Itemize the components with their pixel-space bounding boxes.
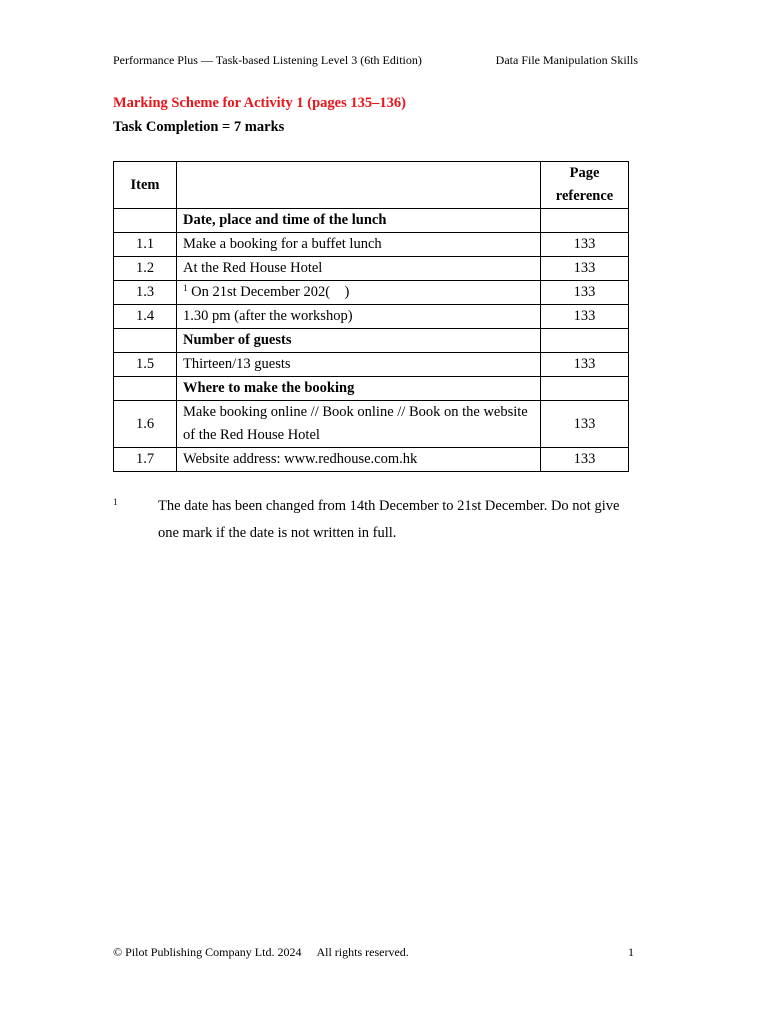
item-number: 1.1 — [114, 233, 177, 257]
answer-text: Thirteen/13 guests — [177, 353, 541, 377]
header-section-title: Data File Manipulation Skills — [495, 53, 638, 67]
page-reference: 133 — [541, 233, 629, 257]
page-reference: 133 — [541, 257, 629, 281]
page-reference: 133 — [541, 353, 629, 377]
answer-text-with-note — [177, 281, 541, 305]
copyright-text: © Pilot Publishing Company Ltd. 2024 — [113, 945, 302, 959]
table-row — [114, 281, 629, 305]
footnote-ref: 1 — [183, 283, 188, 293]
header-item: Item — [114, 162, 177, 209]
footnote-text: The date has been changed from 14th December to 21st December. Do not give one mark if the date is not written in full. — [158, 498, 620, 541]
answer-text: Website address: www.redhouse.com.hk — [177, 448, 541, 472]
table-row — [114, 233, 629, 257]
answer-text: Make a booking for a buffet lunch — [177, 233, 541, 257]
item-number: 1.2 — [114, 257, 177, 281]
page-reference: 133 — [541, 448, 629, 472]
page-reference: 133 — [541, 305, 629, 329]
section-heading: Date, place and time of the lunch — [177, 209, 541, 233]
answer-text: 1.30 pm (after the workshop) — [177, 305, 541, 329]
item-number: 1.3 — [114, 281, 177, 305]
answer-text: At the Red House Hotel — [177, 257, 541, 281]
item-number: 1.5 — [114, 353, 177, 377]
page-reference: 133 — [541, 401, 629, 448]
rights-text: All rights reserved. — [316, 945, 409, 959]
table-row — [114, 401, 629, 448]
page-reference: 133 — [541, 281, 629, 305]
header-blank — [177, 162, 541, 209]
page-header — [113, 53, 638, 68]
item-number: 1.4 — [114, 305, 177, 329]
header-page-reference — [541, 162, 629, 209]
section-heading: Where to make the booking — [177, 377, 541, 401]
item-number: 1.6 — [114, 401, 177, 448]
table-row — [114, 257, 629, 281]
page-subtitle: Task Completion = 7 marks — [113, 119, 285, 135]
section-heading: Number of guests — [177, 329, 541, 353]
header-book-title: Performance Plus — Task-based Listening Level 3 (6th Edition) — [113, 53, 422, 67]
header-page-line1: Page — [569, 165, 600, 181]
section-row — [114, 209, 629, 233]
marking-scheme-table — [113, 161, 629, 472]
answer-text: On 21st December 202( ) — [187, 284, 350, 300]
item-number: 1.7 — [114, 448, 177, 472]
section-row — [114, 329, 629, 353]
footer-left — [113, 945, 409, 960]
header-page-line2: reference — [555, 188, 614, 204]
table-row — [114, 305, 629, 329]
table-row — [114, 353, 629, 377]
table-header-row — [114, 162, 629, 209]
footnote — [113, 493, 643, 547]
page-footer — [113, 945, 634, 960]
answer-text: Make booking online // Book online // Book on the website of the Red House Hotel — [177, 401, 541, 448]
page-number: 1 — [628, 945, 634, 959]
section-row — [114, 377, 629, 401]
page-title: Marking Scheme for Activity 1 (pages 135–136) — [113, 95, 406, 111]
table-row — [114, 448, 629, 472]
footnote-mark: 1 — [113, 497, 118, 507]
